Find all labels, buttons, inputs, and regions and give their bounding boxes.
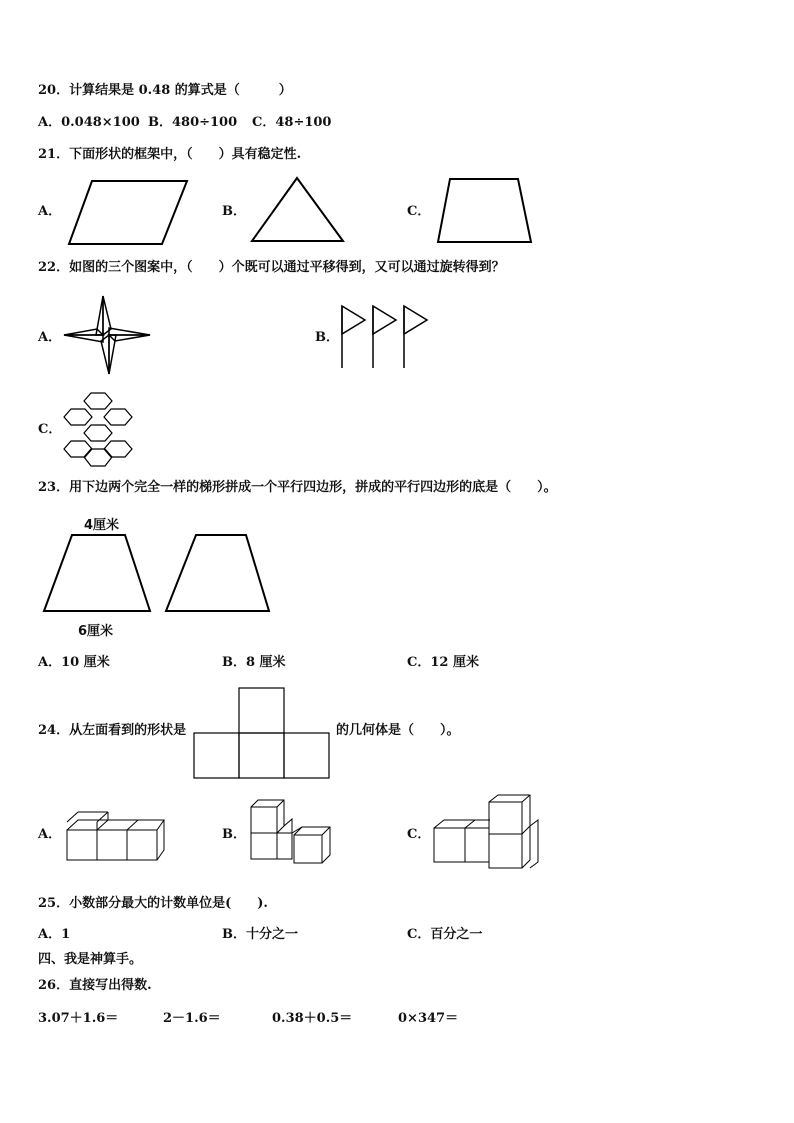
trapezoid-top-label: 4厘米 [84, 518, 120, 533]
q23-option-b: B．8 厘米 [222, 655, 286, 670]
q26-item-3: 0.38＋0.5＝ [272, 1011, 353, 1026]
trapezoid-left-figure [42, 533, 154, 615]
pinwheel-figure [62, 292, 154, 376]
parallelogram-figure [66, 178, 190, 248]
flags-figure [338, 304, 432, 370]
q22-option-c: C． [38, 422, 62, 437]
q21-option-b: B． [222, 204, 246, 219]
q25-stem: 25．小数部分最大的计数单位是( ). [38, 896, 268, 911]
triangle-figure [249, 175, 347, 245]
q23-option-c: C．12 厘米 [407, 655, 479, 670]
q20-option-a: A．0.048×100 [38, 115, 140, 130]
cube-solid-a-figure [64, 810, 168, 866]
cube-solid-b-figure [248, 797, 338, 869]
q25-option-c: C．百分之一 [407, 927, 483, 942]
q20-option-c: C．48÷100 [252, 115, 332, 130]
q23-option-a: A．10 厘米 [38, 655, 110, 670]
q26-stem: 26．直接写出得数. [38, 978, 152, 993]
q21-stem: 21．下面形状的框架中，（ ）具有稳定性. [38, 147, 302, 162]
q26-item-2: 2－1.6＝ [163, 1011, 221, 1026]
q25-option-a: A．1 [38, 927, 71, 942]
q22-option-a: A． [38, 330, 62, 345]
q21-option-a: A． [38, 204, 62, 219]
q24-option-b: B． [222, 827, 246, 842]
left-view-figure [193, 686, 333, 780]
trapezoid-figure [435, 176, 535, 246]
q24-stem-after: 的几何体是（ ）。 [336, 723, 460, 738]
q24-option-c: C． [407, 827, 431, 842]
q22-stem: 22．如图的三个图案中，（ ）个既可以通过平移得到，又可以通过旋转得到？ [38, 260, 505, 275]
q23-stem: 23．用下边两个完全一样的梯形拼成一个平行四边形，拼成的平行四边形的底是（ ）。 [38, 480, 557, 495]
q22-option-b: B． [315, 330, 339, 345]
q26-item-4: 0×347＝ [398, 1011, 459, 1026]
trapezoid-bottom-label: 6厘米 [78, 624, 114, 639]
q24-stem-before: 24．从左面看到的形状是 [38, 723, 187, 738]
q24-option-a: A． [38, 827, 62, 842]
trapezoid-right-figure [164, 533, 274, 615]
q25-option-b: B．十分之一 [222, 927, 298, 942]
q26-item-1: 3.07＋1.6＝ [38, 1011, 119, 1026]
q20-stem: 20．计算结果是 0.48 的算式是（ ） [38, 83, 292, 98]
hexagon-pattern-figure [62, 391, 138, 469]
q21-option-c: C． [407, 204, 431, 219]
section-4-title: 四、我是神算手。 [38, 952, 143, 967]
q20-option-b: B．480÷100 [148, 115, 238, 130]
cube-solid-c-figure [432, 794, 544, 874]
